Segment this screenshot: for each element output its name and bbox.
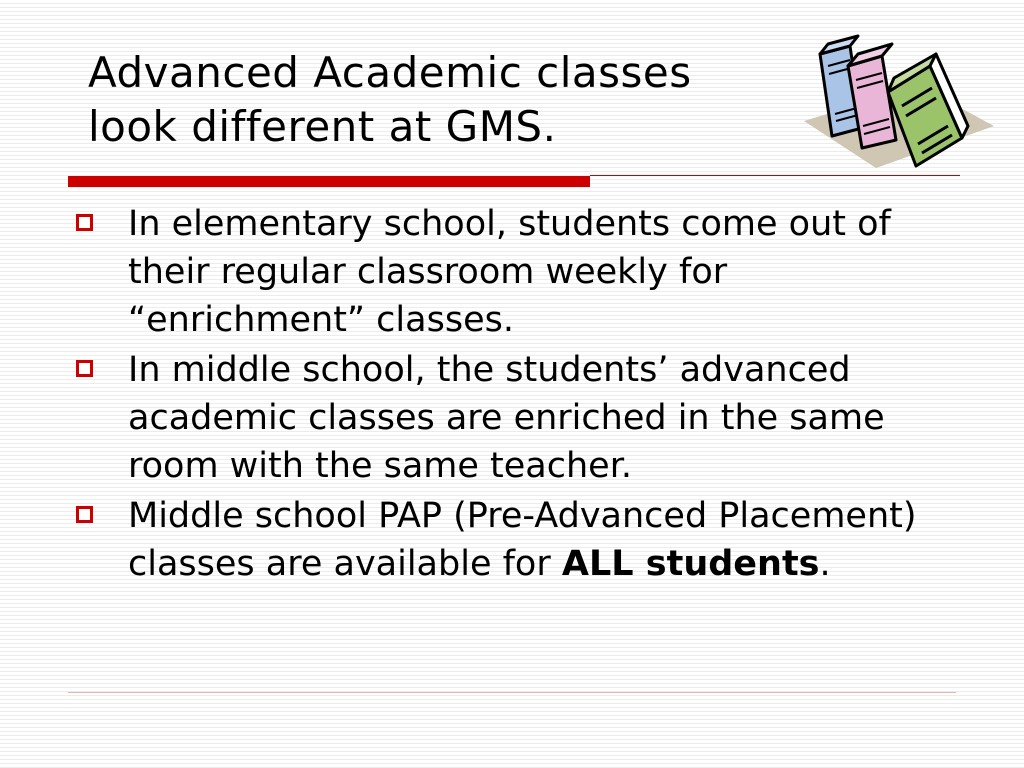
title-divider-line xyxy=(590,175,960,176)
bullet-text: In elementary school, students come out of their regular classroom weekly for “enrichment” classes. xyxy=(128,204,891,340)
square-bullet-icon xyxy=(76,360,93,377)
bullet-list xyxy=(76,200,956,590)
bullet-text xyxy=(128,496,917,584)
bullet-text: In middle school, the students’ advanced academic classes are enriched in the same room with the same teacher. xyxy=(128,350,885,486)
bullet-text-end: . xyxy=(819,544,831,584)
title-divider-bar xyxy=(68,176,590,187)
bullet-item xyxy=(76,346,956,490)
title-line-1: Advanced Academic classes xyxy=(88,48,692,97)
title-line-2: look different at GMS. xyxy=(88,102,557,151)
square-bullet-icon xyxy=(76,506,93,523)
bullet-item xyxy=(76,200,956,344)
footer-divider-line xyxy=(68,692,956,693)
stack-of-books-icon xyxy=(800,26,996,176)
slide-title xyxy=(88,46,788,154)
bullet-text-emphasis: ALL students xyxy=(561,544,820,584)
bullet-item xyxy=(76,492,956,588)
square-bullet-icon xyxy=(76,214,93,231)
bullet-text-lead: Middle school PAP (Pre-Advanced Placement) classes are available for xyxy=(128,496,917,584)
